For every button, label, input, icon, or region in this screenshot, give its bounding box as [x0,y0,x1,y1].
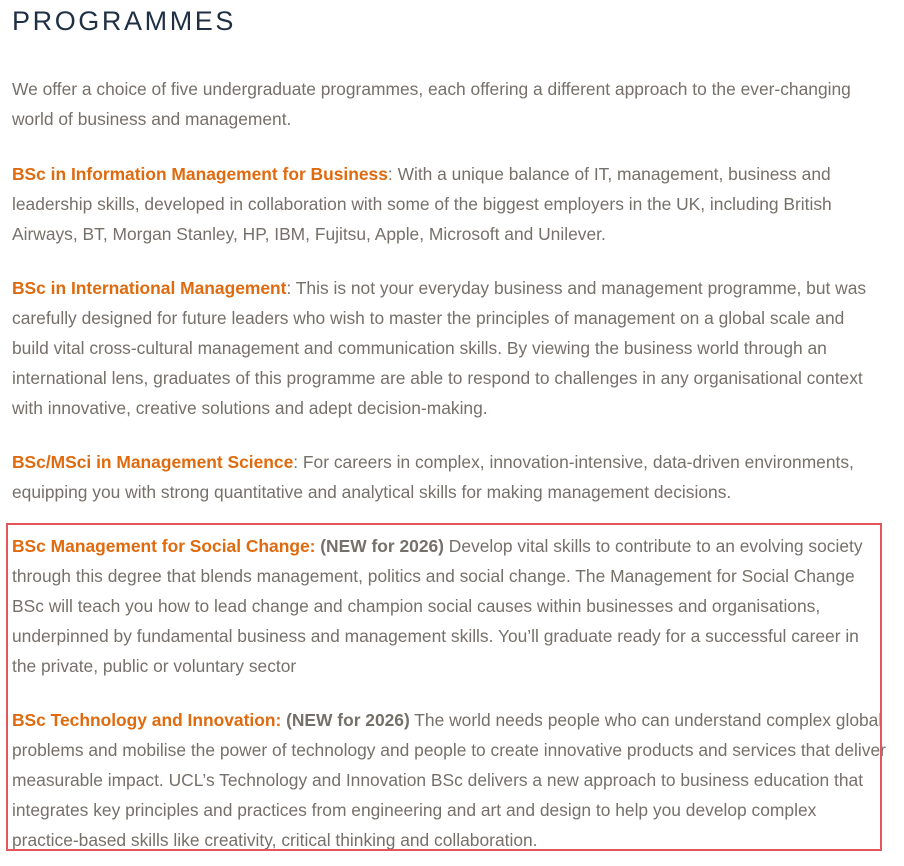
programme-name: BSc Technology and Innovation: [12,710,282,730]
new-badge: (NEW for 2026) [281,710,410,730]
programme-name: BSc/MSci in Management Science [12,452,294,472]
programme-name: BSc in International Management [12,278,287,298]
programme-separator: : [286,278,292,298]
programme-technology-innovation [12,705,886,855]
programme-description: This is not your everyday business and management programme, but was carefully designed for future leaders who wish to master the principles of management on a global scale and build vital cross-cultural management and communication skills. By viewing the business world through an international lens, graduates of this programme are able to respond to challenges in any organisational context with innovative, creative solutions and adept decision-making. [12,278,867,418]
programme-description: For careers in complex, innovation-intensive, data-driven environments, equipping you with strong quantitative and analytical skills for making management decisions. [12,452,854,502]
programme-management-science [12,447,884,507]
programme-name: BSc Management for Social Change: [12,536,316,556]
programme-separator: : [387,164,393,184]
intro-paragraph: We offer a choice of five undergraduate programmes, each offering a different approach to the ever-changing world of business and management. [12,79,851,129]
programme-separator: : [293,452,299,472]
programme-international-management [12,273,884,423]
new-badge: (NEW for 2026) [315,536,444,556]
programme-name: BSc in Information Management for Business [12,164,388,184]
programme-description: Develop vital skills to contribute to an evolving society through this degree that blends management, politics and social change. The Management for Social Change BSc will teach you how to lead change and champion social causes within businesses and organisations, underpinned by fundamental business and management skills. You’ll graduate ready for a successful career in the private, public or voluntary sector [12,536,863,676]
programme-management-social-change [12,531,874,681]
programme-information-management [12,159,884,249]
page-title: PROGRAMMES [12,6,237,36]
programme-description: With a unique balance of IT, management, business and leadership skills, developed in collaboration with some of the biggest employers in the UK, including British Airways, BT, Morgan Stanley, HP, IBM, Fujitsu, Apple, Microsoft and Unilever. [12,164,832,244]
programme-description: The world needs people who can understand complex global problems and mobilise the power of technology and people to create innovative products and services that deliver measurable impact. UCL’s Technology and Innovation BSc delivers a new approach to business education that integrates key principles and practices from engineering and art and design to help you develop complex practice-based skills like creativity, critical thinking and collaboration. [12,710,886,850]
